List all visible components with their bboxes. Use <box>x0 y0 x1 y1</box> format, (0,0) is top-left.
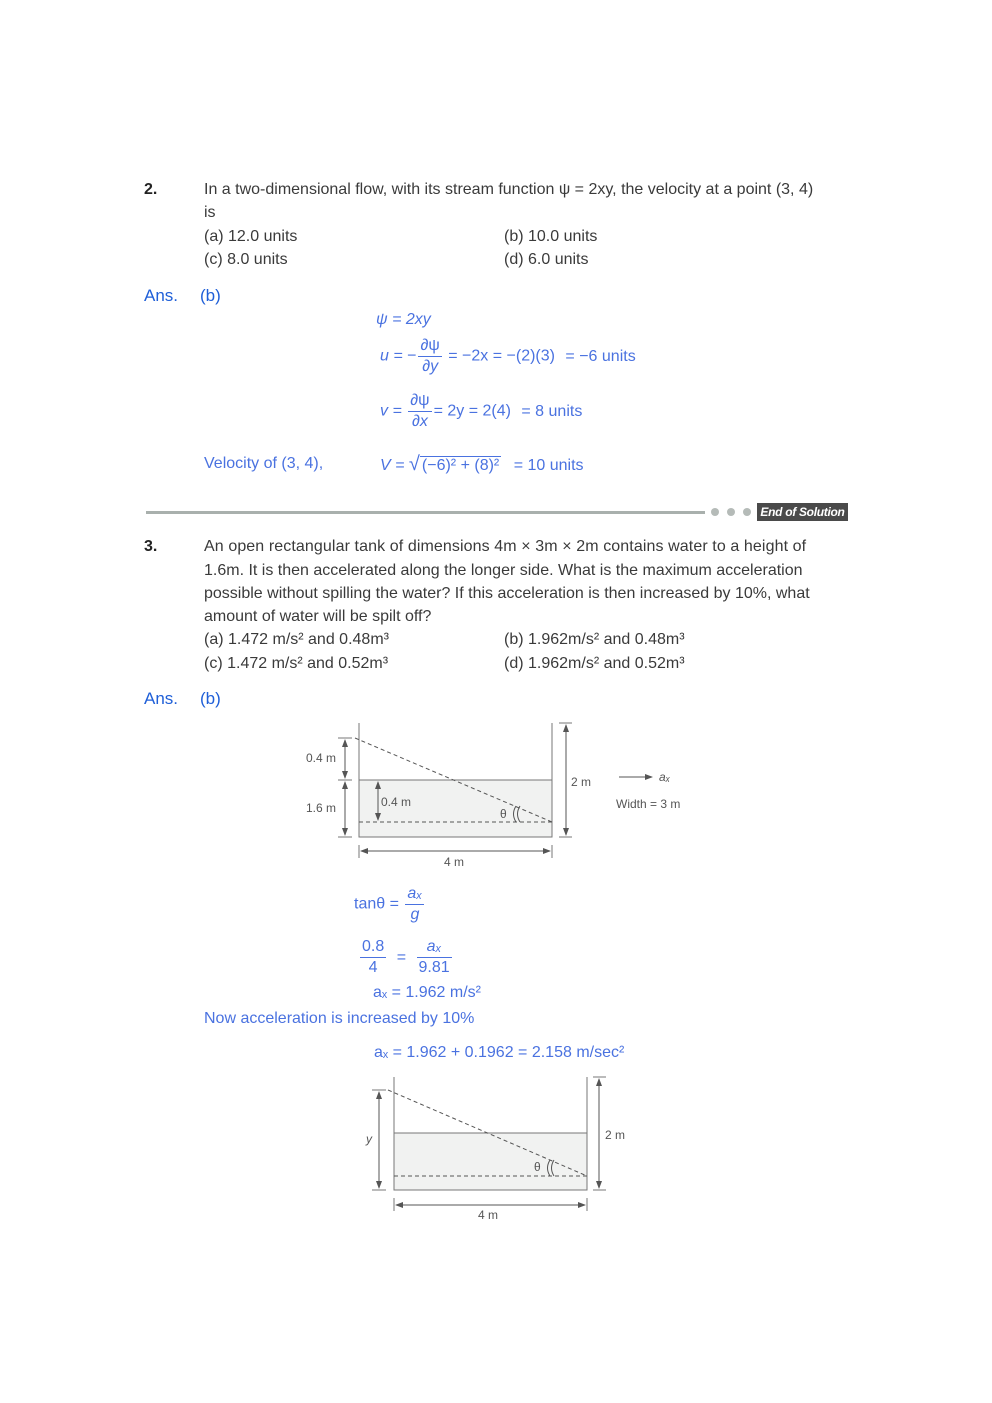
question-number: 2. <box>144 181 158 198</box>
numerator: ∂ψ <box>418 336 441 357</box>
question-text: possible without spilling the water? If this acceleration is then increased by 10%, what <box>204 585 810 602</box>
solution-ratio <box>358 937 454 978</box>
dim-label: 2 m <box>605 1128 626 1142</box>
answer-label: Ans. <box>144 286 179 305</box>
denominator: ∂x <box>411 413 428 430</box>
answer-value: (b) <box>200 689 221 708</box>
question-text: amount of water will be spilt off? <box>204 608 432 625</box>
ax-new: aₓ = 1.962 + 0.1962 = 2.158 m/sec² <box>374 1044 625 1061</box>
v-rhs: = 2y = 2(4) <box>433 402 511 420</box>
numerator: aₓ <box>417 937 452 958</box>
V-result: = 10 units <box>513 457 584 474</box>
dim-label: 0.4 m <box>306 751 337 765</box>
option-b: (b) 1.962m/s² and 0.48m³ <box>504 631 685 648</box>
question-number: 3. <box>144 538 158 555</box>
option-d: (d) 1.962m/s² and 0.52m³ <box>504 655 685 672</box>
answer-label: Ans. <box>144 689 179 708</box>
option-c: (c) 8.0 units <box>204 251 288 268</box>
u-rhs: = −2x = −(2)(3) <box>448 347 555 365</box>
accel-label: aₓ <box>659 770 671 784</box>
u-lhs: u = <box>380 347 403 365</box>
denominator: 4 <box>368 959 378 976</box>
denominator: g <box>410 906 420 923</box>
u-result: = −6 units <box>565 347 636 365</box>
theta-label: θ <box>534 1160 541 1174</box>
fraction <box>417 937 452 978</box>
solution-psi: ψ = 2xy <box>376 311 431 328</box>
dim-label: 2 m <box>571 775 592 789</box>
dim-label: 4 m <box>478 1208 499 1222</box>
V-lhs: V = <box>380 457 405 474</box>
v-lhs: v = <box>380 402 402 420</box>
width-label: Width = 3 m <box>616 797 681 811</box>
denominator: 9.81 <box>418 959 450 976</box>
fraction <box>405 884 424 925</box>
dim-label: 1.6 m <box>306 801 337 815</box>
end-of-solution-badge: End of Solution <box>757 503 848 521</box>
solution-tan <box>354 884 426 925</box>
numerator: 0.8 <box>360 937 386 958</box>
dim-label: 4 m <box>444 855 465 869</box>
velocity-label: Velocity of (3, 4), <box>204 455 324 472</box>
option-d: (d) 6.0 units <box>504 251 589 268</box>
numerator: ∂ψ <box>408 391 431 412</box>
theta-label: θ <box>500 807 507 821</box>
water-region <box>394 1133 587 1190</box>
question-text: An open rectangular tank of dimensions 4m × 3m × 2m contains water to a height of <box>204 538 807 555</box>
option-c: (c) 1.472 m/s² and 0.52m³ <box>204 655 389 672</box>
increase-text: Now acceleration is increased by 10% <box>204 1010 475 1027</box>
option-a: (a) 12.0 units <box>204 228 298 245</box>
equals: = <box>396 948 407 966</box>
tan-lhs: tanθ = <box>354 895 399 913</box>
fraction <box>360 937 386 978</box>
numerator: aₓ <box>405 884 424 905</box>
option-a: (a) 1.472 m/s² and 0.48m³ <box>204 631 389 648</box>
u-minus: − <box>407 347 417 365</box>
dim-label: y <box>366 1132 372 1146</box>
option-b: (b) 10.0 units <box>504 228 598 245</box>
question-text: is <box>204 204 216 221</box>
denominator: ∂y <box>422 358 439 375</box>
question-text: 1.6m. It is then accelerated along the longer side. What is the maximum acceleration <box>204 562 803 579</box>
V-root: (−6)² + (8)² <box>421 457 500 474</box>
sqrt-icon: √ <box>408 453 420 475</box>
v-result: = 8 units <box>521 402 583 420</box>
dim-label: 0.4 m <box>381 795 412 809</box>
ax-result: aₓ = 1.962 m/s² <box>373 984 481 1001</box>
answer-value: (b) <box>200 286 221 305</box>
question-text: In a two-dimensional flow, with its stream function ψ = 2xy, the velocity at a point (3, 4) <box>204 181 814 198</box>
